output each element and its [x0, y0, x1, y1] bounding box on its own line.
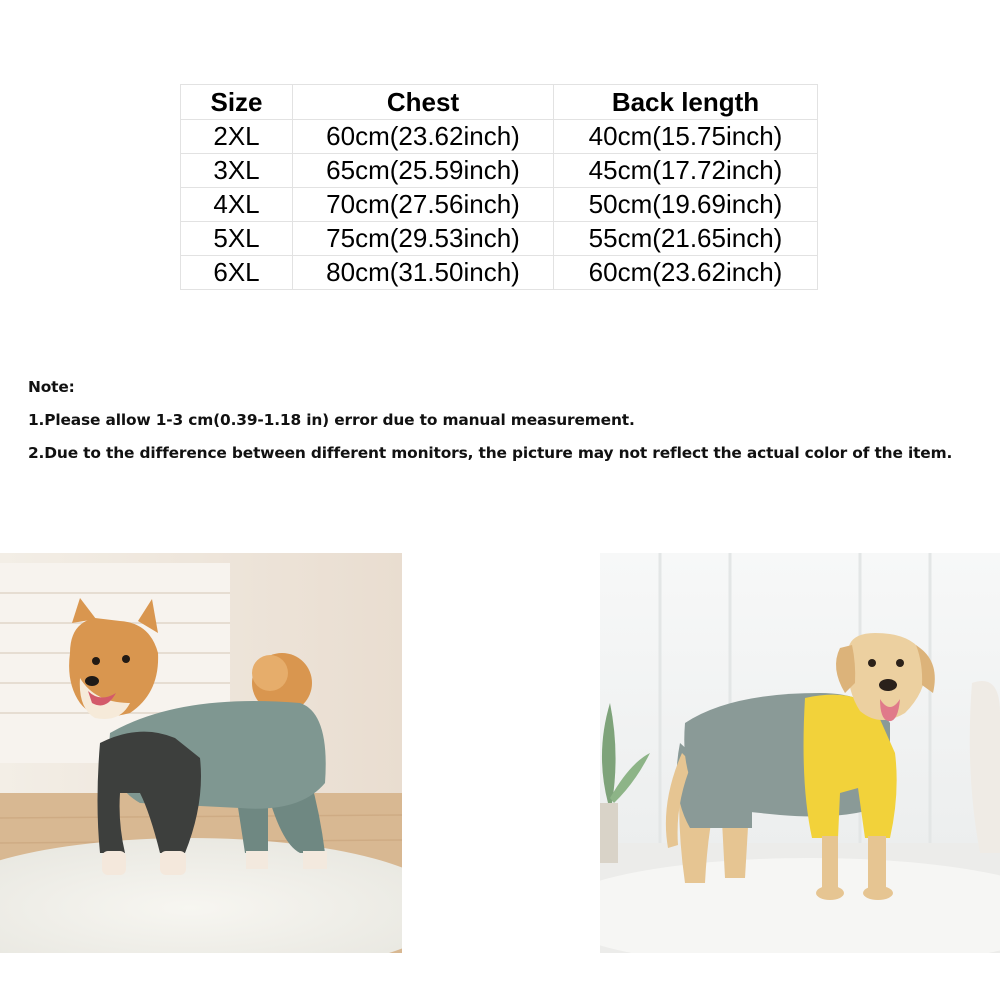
notes-title: Note: — [28, 378, 75, 396]
size-chart-table — [180, 84, 818, 290]
product-photo-shiba — [0, 553, 402, 953]
table-row — [181, 154, 818, 188]
shiba-dog-illustration — [0, 553, 402, 953]
note-item: 1.Please allow 1-3 cm(0.39-1.18 in) error due to manual measurement. — [28, 411, 635, 429]
table-row — [181, 188, 818, 222]
chest-cell: 70cm(27.56inch) — [293, 188, 554, 222]
back-length-cell: 55cm(21.65inch) — [554, 222, 818, 256]
table-row — [181, 222, 818, 256]
note-item: 2.Due to the difference between different monitors, the picture may not reflect the actual color of the item. — [28, 444, 953, 462]
header-size: Size — [181, 85, 293, 120]
header-chest: Chest — [293, 85, 554, 120]
chest-cell: 80cm(31.50inch) — [293, 256, 554, 290]
table-row — [181, 256, 818, 290]
size-cell: 5XL — [181, 222, 293, 256]
chest-cell: 75cm(29.53inch) — [293, 222, 554, 256]
table-row — [181, 120, 818, 154]
size-cell: 4XL — [181, 188, 293, 222]
back-length-cell: 40cm(15.75inch) — [554, 120, 818, 154]
chest-cell: 65cm(25.59inch) — [293, 154, 554, 188]
header-back-length: Back length — [554, 85, 818, 120]
product-photo-labrador — [600, 553, 1000, 953]
back-length-cell: 60cm(23.62inch) — [554, 256, 818, 290]
labrador-dog-illustration — [600, 553, 1000, 953]
back-length-cell: 50cm(19.69inch) — [554, 188, 818, 222]
size-cell: 3XL — [181, 154, 293, 188]
table-header-row — [181, 85, 818, 120]
back-length-cell: 45cm(17.72inch) — [554, 154, 818, 188]
chest-cell: 60cm(23.62inch) — [293, 120, 554, 154]
size-cell: 2XL — [181, 120, 293, 154]
notes-block — [28, 374, 952, 473]
size-cell: 6XL — [181, 256, 293, 290]
